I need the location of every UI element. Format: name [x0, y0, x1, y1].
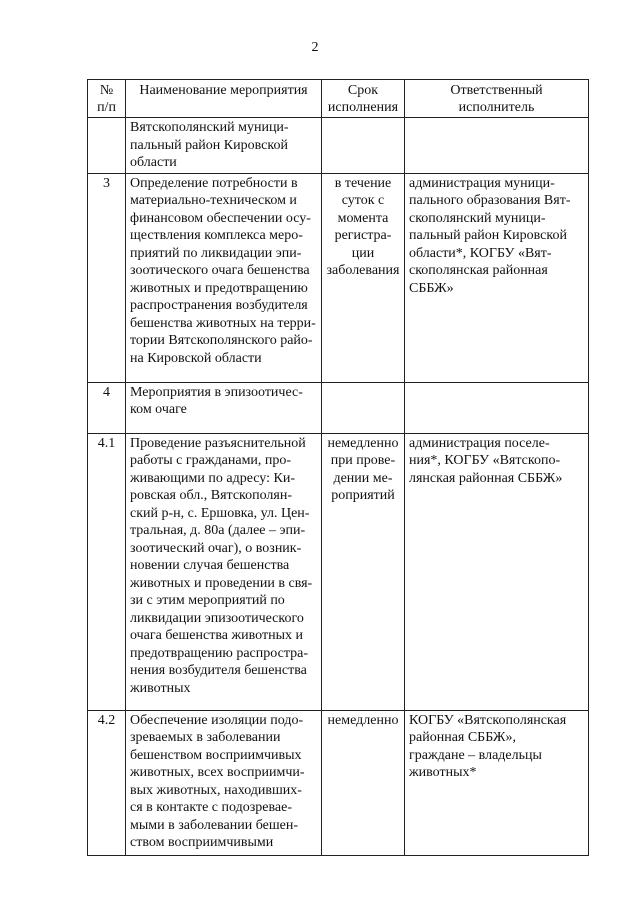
resp-line: пального образования Вят- [409, 193, 571, 208]
name-line: Вятскополянский муници- [130, 120, 289, 135]
name-line: ский р-н, с. Ершовка, ул. Цен- [130, 505, 310, 521]
header-resp-line: исполнитель [458, 100, 535, 115]
table-row [88, 173, 589, 382]
resp-line: администрация муници- [409, 175, 555, 191]
row-resp-cell [405, 118, 589, 174]
header-term-line: Срок [347, 83, 379, 98]
row-term-cell [322, 118, 405, 174]
header-num [88, 80, 126, 118]
resp-line: КОГБУ «Вятскополянская [409, 712, 567, 728]
resp-line: скополянский муници- [409, 210, 546, 226]
term-line: дении ме- [333, 470, 393, 486]
resp-line: СББЖ» [409, 280, 454, 296]
term-line: заболевания [326, 263, 400, 278]
name-line: области [130, 155, 177, 170]
name-line: Определение потребности в [130, 175, 298, 191]
name-line: зоотический очаг), о возник- [130, 540, 302, 556]
name-line: тральная, д. 80а (далее – эпи- [130, 523, 306, 538]
header-name [126, 80, 322, 118]
table-row [88, 710, 589, 855]
name-line: распространения возбудителя [130, 298, 308, 313]
term-line: суток с [341, 193, 385, 208]
name-line: ком очаге [130, 402, 187, 417]
name-line: бешенством восприимчивых [130, 747, 302, 763]
table-row [88, 382, 589, 433]
resp-line: лянская районная СББЖ» [409, 470, 563, 486]
name-line: ществления комплекса меро- [130, 228, 303, 243]
name-line: ровская обл., Вятскополян- [130, 488, 293, 503]
table-header-row [88, 80, 589, 118]
term-line: момента [337, 210, 389, 226]
term-line: в течение [334, 175, 392, 191]
term-line: при прове- [330, 453, 396, 468]
row-num-cell: 4.2 [88, 710, 126, 855]
name-line: живающими по адресу: Ки- [130, 470, 296, 486]
name-line: пальный район Кировской [130, 137, 288, 153]
term-line: немедленно [327, 435, 399, 451]
name-line: работы с гражданами, про- [130, 453, 292, 468]
resp-line: районная СББЖ», [409, 730, 516, 745]
header-resp-line: Ответственный [450, 83, 543, 98]
table-row [88, 433, 589, 710]
page-number: 2 [311, 40, 319, 55]
term-line: регистра- [334, 228, 392, 243]
name-line: тории Вятскополянского райо- [130, 333, 313, 348]
name-line: ликвидации эпизоотического [130, 610, 304, 626]
header-resp [405, 80, 589, 118]
term-line: немедленно [327, 712, 399, 728]
name-line: мыми в заболевании бешен- [130, 817, 299, 833]
name-line: ся в контакте с подозревае- [130, 800, 292, 815]
row-term-cell [322, 710, 405, 855]
name-line: зреваемых в заболевании [130, 730, 281, 745]
term-line: роприятий [331, 488, 395, 503]
name-line: животных и предотвращению [130, 280, 308, 296]
name-line: зи с этим мероприятий по [130, 593, 285, 608]
row-name-cell [126, 382, 322, 433]
measures-table [87, 79, 589, 856]
row-resp-cell [405, 433, 589, 710]
resp-line: скополянская районная [409, 263, 548, 278]
name-line: очага бешенства животных и [130, 628, 303, 643]
header-name-line: Наименование мероприятия [139, 83, 308, 98]
header-term [322, 80, 405, 118]
row-term-cell [322, 433, 405, 710]
resp-line: пальный район Кировской [409, 228, 567, 243]
row-resp-cell [405, 173, 589, 382]
name-line: Мероприятия в эпизоотичес- [130, 384, 303, 400]
name-line: ством восприимчивыми [130, 835, 274, 850]
name-line: животных и проведении в свя- [130, 575, 313, 591]
row-name-cell [126, 433, 322, 710]
row-num-cell [88, 118, 126, 174]
name-line: нения возбудителя бешенства [130, 663, 307, 678]
term-line: ции [351, 245, 375, 261]
name-line: материально-техническом и [130, 193, 297, 208]
resp-line: области*, КОГБУ «Вят- [409, 245, 552, 261]
row-name-cell [126, 710, 322, 855]
name-line: финансовом обеспечении осу- [130, 210, 311, 226]
name-line: Обеспечение изоляции подо- [130, 712, 304, 728]
resp-line: ния*, КОГБУ «Вятскопо- [409, 453, 561, 468]
row-resp-cell [405, 382, 589, 433]
name-line: зоотического очага бешенства [130, 263, 310, 278]
resp-line: граждане – владельцы [409, 747, 542, 763]
resp-line: животных* [409, 765, 477, 780]
name-line: вых животных, находивших- [130, 782, 302, 798]
header-term-line: исполнения [327, 100, 399, 115]
header-num-line: № [99, 83, 114, 98]
header-num-line: п/п [97, 100, 116, 115]
row-num-cell: 4.1 [88, 433, 126, 710]
name-line: Проведение разъяснительной [130, 435, 306, 451]
row-name-cell [126, 118, 322, 174]
row-term-cell [322, 173, 405, 382]
name-line: животных [130, 680, 191, 696]
row-resp-cell [405, 710, 589, 855]
resp-line: администрация поселе- [409, 435, 550, 451]
name-line: животных, всех восприимчи- [130, 765, 305, 780]
row-num-cell: 3 [88, 173, 126, 382]
table-row [88, 118, 589, 174]
name-line: приятий по ликвидации эпи- [130, 245, 302, 261]
name-line: предотвращению распростра- [130, 645, 308, 661]
row-num-cell: 4 [88, 382, 126, 433]
name-line: новении случая бешенства [130, 558, 290, 573]
name-line: бешенства животных на терри- [130, 315, 316, 331]
row-term-cell [322, 382, 405, 433]
row-name-cell [126, 173, 322, 382]
name-line: на Кировской области [130, 350, 262, 366]
